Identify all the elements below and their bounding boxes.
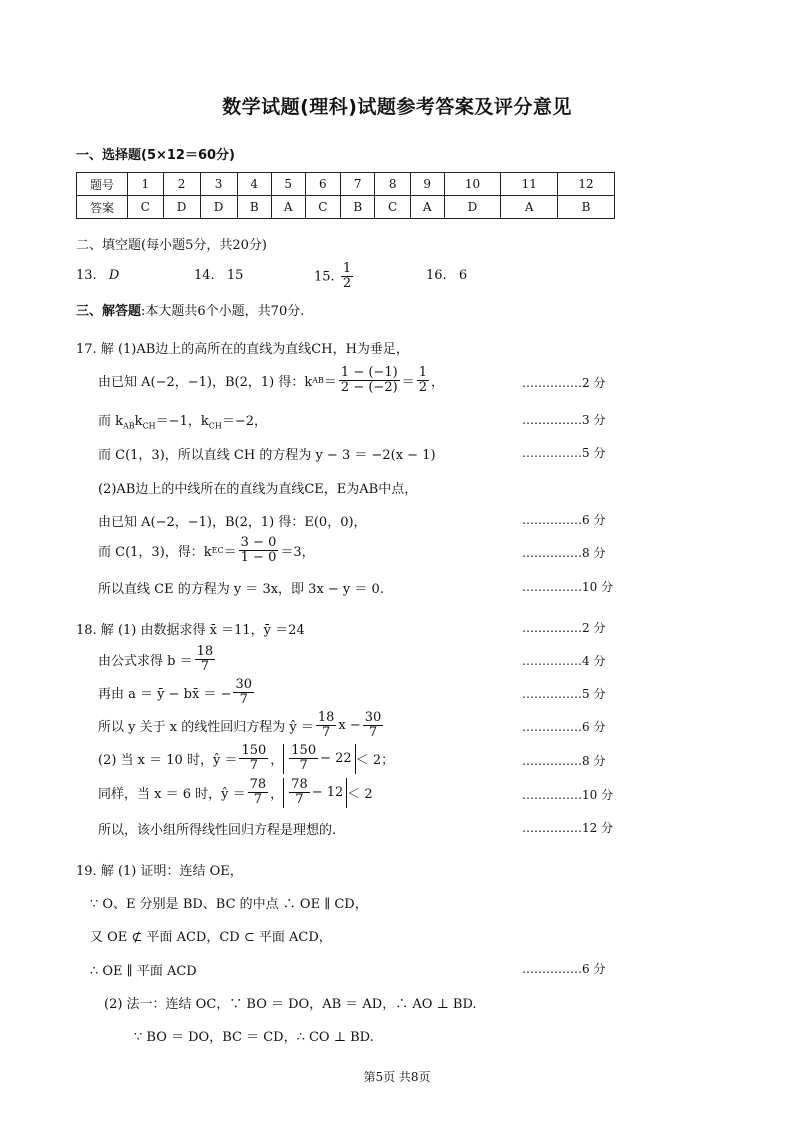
fill-answer-15 [314,262,355,292]
table-cell: B [341,196,375,219]
fraction [195,645,216,675]
p19-line: 19. 解 (1) 证明：连结 OE， [76,864,243,879]
denominator: 7 [200,659,209,675]
fraction [289,744,318,774]
table-cell: 9 [410,173,444,196]
text: ＝−1，k [155,414,209,429]
p17-line: (2)AB边上的中线所在的直线为直线CE，E为AB中点， [98,482,418,497]
score-marker: ……………6 分 [522,513,606,527]
p18-line [98,645,217,675]
numerator: 30 [235,677,253,692]
p19-line: (2) 法一：连结 OC，∵ BO ＝ DO，AB ＝ AD，∴ AO ⊥ BD. [104,997,477,1012]
text: 由已知 A(−2，−1)，B(2，1) 得：k [98,375,313,391]
table-row-numbers [77,173,615,196]
numerator: 30 [364,710,382,725]
table-cell: A [501,196,558,219]
table-cell: B [237,196,271,219]
text: ＜ 2； [355,753,395,769]
fraction [341,262,353,292]
section-solve-heading [76,300,304,319]
table-cell: 7 [341,173,375,196]
subscript: CH [142,421,156,431]
text: ＝3， [280,545,315,561]
numerator: 150 [291,743,317,758]
score-marker: ……………6 分 [522,962,606,976]
fraction [239,744,268,774]
score-marker: ……………2 分 [522,376,606,390]
page-title: 数学试题(理科)试题参考答案及评分意见 [222,96,572,118]
question-number: 16. [426,268,447,283]
text: ， [270,787,284,803]
subscript: EC [211,546,224,556]
p18-line: 所以，该小组所得线性回归方程是理想的. [98,823,337,838]
text: − 12 [311,785,344,801]
question-number: 14. [194,268,215,283]
fill-answer-14 [194,268,243,283]
p18-line [98,744,394,774]
subscript: AB [123,421,135,431]
p19-line: ∴ OE ∥ 平面 ACD [90,964,197,979]
text: 而 C(1，3)，得：k [98,545,212,561]
table-cell: 5 [271,173,305,196]
table-cell: A [271,196,305,219]
fraction [248,778,269,808]
p17-line [98,536,315,566]
text: 由公式求得 b ＝ [98,654,193,670]
answer-value: 6 [458,268,468,283]
answer-table [76,172,615,219]
table-cell: 6 [305,173,341,196]
table-header-cell: 题号 [77,173,128,196]
table-cell: C [375,196,411,219]
numerator: 78 [291,777,308,792]
denominator: 7 [239,692,248,708]
table-cell: 11 [501,173,558,196]
score-marker: ……………4 分 [522,654,606,668]
text: ， [270,753,284,769]
fraction [233,678,254,708]
numerator: 18 [196,644,214,659]
numerator: 18 [317,710,335,725]
score-marker: ……………12 分 [522,821,614,835]
section-solve-title: 三、解答题 [76,304,142,319]
text: ＝ [323,375,337,391]
text: − 22 [320,751,352,767]
score-marker: ……………5 分 [522,446,606,460]
fill-answer-13 [76,268,119,283]
question-number: 15. [314,269,335,285]
table-row-answers [77,196,615,219]
section-fill-heading: 二、填空题(每小题5分，共20分) [76,238,267,253]
subscript: CH [208,421,222,431]
table-header-cell: 答案 [77,196,128,219]
denominator: 7 [249,758,258,774]
table-cell: D [200,196,237,219]
table-cell: D [444,196,501,219]
section-choice-heading: 一、选择题(5×12＝60分) [76,148,236,163]
denominator: 7 [299,758,308,774]
text: ＝ [223,545,237,561]
subscript: AB [312,376,324,386]
fraction [316,711,337,741]
score-marker: ……………8 分 [522,754,606,768]
score-marker: ……………10 分 [522,580,614,594]
fraction [417,366,429,396]
score-marker: ……………2 分 [522,621,606,635]
question-number: 13. [76,268,97,283]
table-cell: 12 [558,173,615,196]
absolute-value [283,778,347,808]
text: x − [338,718,361,734]
denominator: 7 [368,725,378,741]
p17-line: 所以直线 CE 的方程为 y ＝ 3x，即 3x − y ＝ 0. [98,582,384,597]
p19-line: ∵ O、E 分别是 BD、BC 的中点 ∴ OE ∥ CD， [90,897,368,912]
answer-value: 15 [226,268,244,283]
p17-line: 而 C(1，3)，所以直线 CH 的方程为 y − 3 ＝ −2(x − 1) [98,448,436,463]
text: k [134,414,143,429]
table-cell: 10 [444,173,501,196]
denominator: 2 [342,276,352,292]
table-cell: A [410,196,444,219]
text: 而 k [98,414,124,429]
page-footer: 第5页 共8页 [363,1070,431,1084]
text: ＝ [401,375,415,391]
text: 所以 y 关于 x 的线性回归方程为 ŷ ＝ [98,720,314,736]
p17-line [98,410,267,431]
score-marker: ……………3 分 [522,413,606,427]
text: ＜ 2 [347,787,373,803]
text: (2) 当 x ＝ 10 时，ŷ ＝ [98,753,238,769]
fraction [339,366,400,396]
p17-line: 17. 解 (1)AB边上的高所在的直线为直线CH，H为垂足， [76,342,409,357]
p18-line [98,778,373,808]
score-marker: ……………8 分 [522,546,606,560]
text: ， [430,375,444,391]
numerator: 1 − (−1) [340,365,398,380]
denominator: 2 [418,380,427,396]
table-cell: B [558,196,615,219]
table-cell: 8 [375,173,411,196]
denominator: 1 − 0 [240,550,277,566]
numerator: 1 [342,261,352,276]
table-cell: C [305,196,341,219]
table-cell: 1 [128,173,164,196]
fill-answer-16 [426,268,467,283]
p19-line: 又 OE ⊄ 平面 ACD，CD ⊂ 平面 ACD， [90,930,332,945]
p17-line [98,366,444,396]
p18-line: 18. 解 (1) 由数据求得 x̄ ＝11，ȳ ＝24 [76,623,305,638]
table-cell: 4 [237,173,271,196]
score-marker: ……………10 分 [522,788,614,802]
numerator: 150 [241,743,267,758]
table-cell: 2 [163,173,200,196]
answer-value: D [108,268,120,283]
denominator: 7 [321,725,331,741]
denominator: 7 [295,792,304,808]
absolute-value [283,744,355,774]
denominator: 2 − (−2) [340,380,398,396]
numerator: 3 − 0 [240,535,277,550]
p18-line [98,678,256,708]
section-solve-desc: :本大题共6个小题，共70分. [141,304,305,319]
fraction [289,778,310,808]
score-marker: ……………6 分 [522,720,606,734]
p17-line: 由已知 A(−2，−1)，B(2，1) 得：E(0，0)， [98,515,367,530]
fraction [363,711,384,741]
table-cell: C [128,196,164,219]
denominator: 7 [253,792,263,808]
text: ＝−2， [221,414,267,429]
table-cell: 3 [200,173,237,196]
numerator: 1 [418,365,427,380]
text: 再由 a ＝ ȳ − bx̄ ＝ − [98,687,232,703]
numerator: 78 [249,777,267,792]
p18-line [98,711,385,741]
score-marker: ……………5 分 [522,687,606,701]
p19-line: ∵ BO ＝ DO，BC ＝ CD，∴ CO ⊥ BD. [134,1030,374,1045]
fraction [239,536,279,566]
table-cell: D [163,196,200,219]
text: 同样，当 x ＝ 6 时，ŷ ＝ [98,787,246,803]
